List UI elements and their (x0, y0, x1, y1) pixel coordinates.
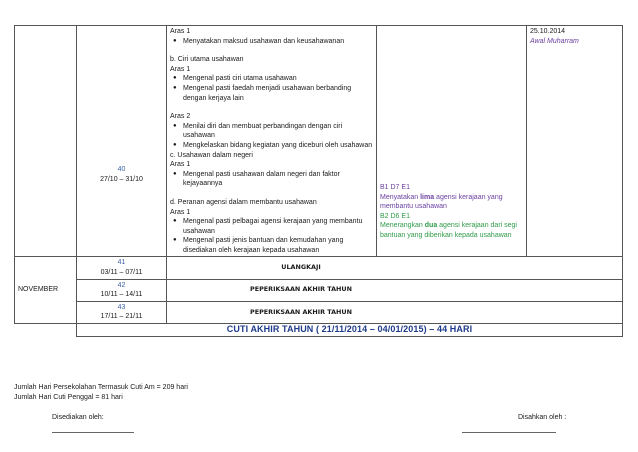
approved-by-label: Disahkan oleh : (518, 414, 567, 421)
table-row (15, 301, 623, 323)
month-cell (15, 257, 77, 324)
activity-label: PEPERIKSAAN AKHIR TAHUN (250, 285, 352, 294)
list-item: ● Mengkelaskan bidang kegiatan yang diceburi oleh usahawan (183, 141, 373, 151)
standard-code: B2 D6 E1 (380, 212, 410, 220)
activity-label: PEPERIKSAAN AKHIR TAHUN (250, 307, 352, 316)
week-dates: 03/11 – 07/11 (100, 269, 143, 277)
activity-cell (167, 301, 623, 323)
list-item: ● Mengenal pasti ciri utama usahawan (183, 74, 373, 84)
week-dates: 27/10 – 31/10 (100, 175, 143, 183)
cuti-banner: CUTI AKHIR TAHUN ( 21/11/2014 – 04/01/2015) – 44 HARI (77, 324, 623, 337)
note-date: 25.10.2014 (530, 28, 566, 35)
bullet-list (170, 170, 373, 189)
month-cell (15, 26, 77, 257)
list-item: ● Mengenal pasti jenis bantuan dan kemudahan yang disediakan oleh kerajaan kepada usahawan (183, 236, 373, 255)
week-dates: 17/11 – 21/11 (100, 313, 143, 321)
table-row (15, 257, 623, 279)
week-cell (77, 26, 167, 257)
standard-description: Menerangkan dua agensi kerajaan dari segi bantuan yang diberikan kepada usahawan (380, 222, 517, 239)
section-title: b. Ciri utama usahawan (170, 56, 244, 64)
list-item: ● Menyatakan maksud usahawan dan keusahawanan (183, 37, 373, 47)
prepared-by-label: Disediakan oleh: (52, 414, 104, 421)
bullet-list (170, 37, 373, 47)
activity-cell (167, 257, 623, 279)
month-label: NOVEMBER (18, 286, 59, 294)
week-number: 43 (117, 303, 126, 311)
signature-line-approved (462, 432, 556, 433)
week-dates: 10/11 – 14/11 (100, 291, 143, 299)
empty-cell (15, 324, 77, 337)
aras-label: Aras 2 (170, 113, 191, 121)
lesson-plan-table (14, 25, 623, 337)
activity-label: ULANGKAJI (281, 263, 321, 272)
activity-cell (167, 279, 623, 301)
section-title: d. Peranan agensi dalam membantu usahawan (170, 198, 317, 206)
table-row (15, 324, 623, 337)
notes-cell (527, 26, 623, 257)
aras-label: Aras 1 (170, 208, 191, 216)
table-row (15, 279, 623, 301)
week-cell (77, 279, 167, 301)
list-item: ● Mengenal pasti pelbagai agensi kerajaan yang membantu usahawan (183, 217, 373, 236)
list-item: ● Mengenal pasti usahawan dalam negeri dan faktor kejayaannya (183, 170, 373, 189)
standard-description: Menyatakan lima agensi kerajaan yang membantu usahawan (380, 193, 503, 211)
content-cell (167, 26, 377, 257)
bullet-list (170, 122, 373, 151)
note-event: Awal Muharram (530, 37, 579, 45)
total-school-days: Jumlah Hari Persekolahan Termasuk Cuti Am = 209 hari (14, 384, 188, 391)
bullet-list (170, 217, 373, 255)
bullet-list (170, 74, 373, 103)
aras-label: Aras 1 (170, 65, 191, 73)
week-cell (77, 301, 167, 323)
list-item: ● Menilai diri dan membuat perbandingan dengan ciri usahawan (183, 122, 373, 141)
section-title: c. Usahawan dalam negeri (170, 151, 253, 159)
standards-cell (377, 26, 527, 257)
standard-code: B1 D7 E1 (380, 184, 410, 191)
aras-label: Aras 1 (170, 28, 191, 35)
total-holiday-days: Jumlah Hari Cuti Penggal = 81 hari (14, 394, 123, 401)
table-row (15, 26, 623, 257)
week-number: 42 (117, 281, 126, 289)
aras-label: Aras 1 (170, 161, 191, 169)
signature-line-prepared (52, 432, 134, 433)
week-number: 40 (117, 166, 126, 173)
list-item: ● Mengenal pasti faedah menjadi usahawan berbanding dengan kerjaya lain (183, 84, 373, 103)
week-cell (77, 257, 167, 279)
week-number: 41 (117, 259, 126, 267)
